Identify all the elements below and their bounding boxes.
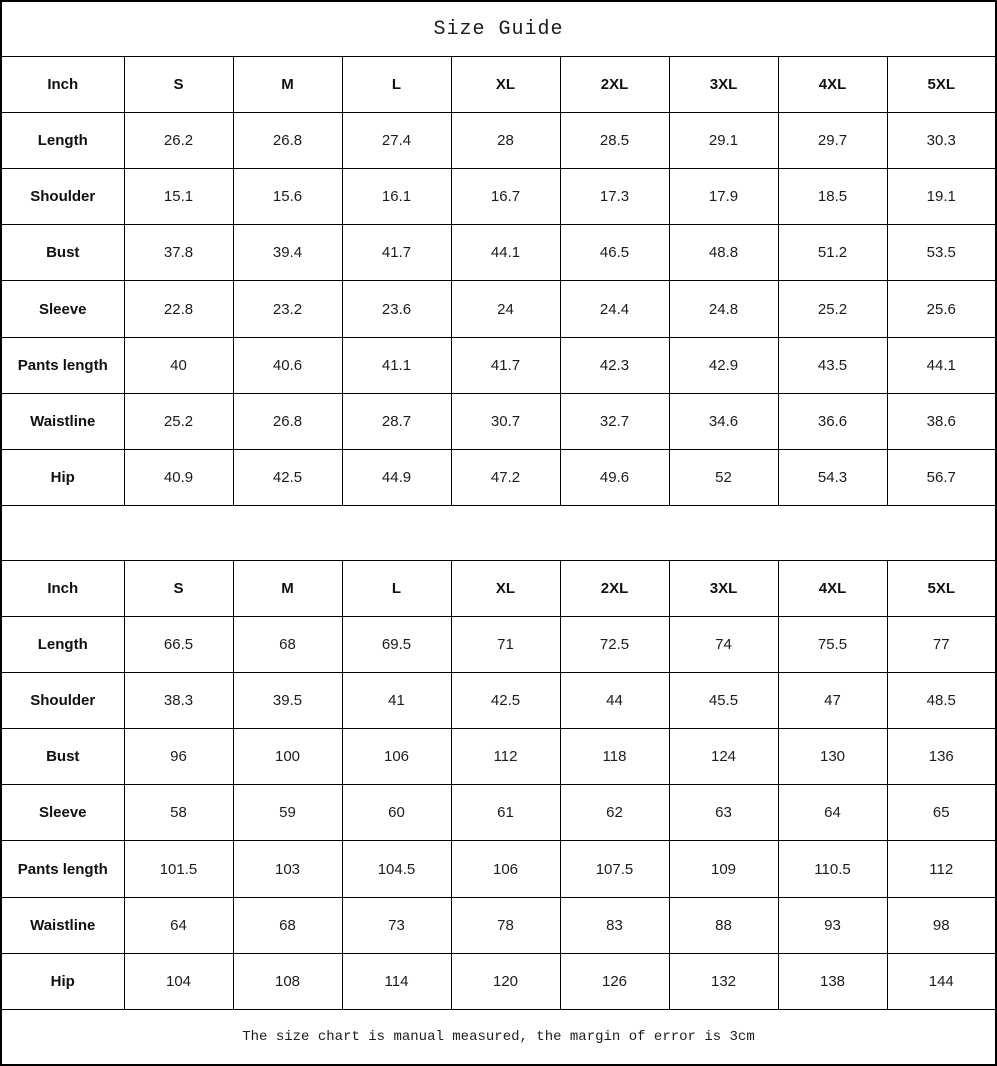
measurement-row <box>1 281 996 337</box>
value-cell: 40 <box>124 337 233 393</box>
size-header-cell: 2XL <box>560 57 669 113</box>
size-table-bottom <box>1 561 996 1010</box>
value-cell: 16.7 <box>451 169 560 225</box>
row-label-cell: Bust <box>1 729 124 785</box>
measurement-row <box>1 449 996 505</box>
row-label-cell: Hip <box>1 953 124 1009</box>
footer-section <box>1 1009 996 1065</box>
measurement-row <box>1 617 996 673</box>
measurement-row <box>1 729 996 785</box>
value-cell: 61 <box>451 785 560 841</box>
table-spacer <box>1 505 996 560</box>
value-cell: 44.9 <box>342 449 451 505</box>
value-cell: 96 <box>124 729 233 785</box>
value-cell: 58 <box>124 785 233 841</box>
size-header-cell: 3XL <box>669 57 778 113</box>
value-cell: 59 <box>233 785 342 841</box>
value-cell: 30.3 <box>887 113 996 169</box>
value-cell: 46.5 <box>560 225 669 281</box>
value-cell: 42.5 <box>233 449 342 505</box>
value-cell: 41.7 <box>342 225 451 281</box>
value-cell: 17.9 <box>669 169 778 225</box>
size-header-row <box>1 57 996 113</box>
size-header-cell: XL <box>451 561 560 617</box>
value-cell: 41.7 <box>451 337 560 393</box>
row-label-cell: Length <box>1 617 124 673</box>
value-cell: 83 <box>560 897 669 953</box>
row-label-cell: Shoulder <box>1 169 124 225</box>
row-label-cell: Sleeve <box>1 281 124 337</box>
value-cell: 48.8 <box>669 225 778 281</box>
value-cell: 44.1 <box>451 225 560 281</box>
value-cell: 40.9 <box>124 449 233 505</box>
value-cell: 104 <box>124 953 233 1009</box>
value-cell: 42.5 <box>451 673 560 729</box>
measurement-row <box>1 897 996 953</box>
value-cell: 103 <box>233 841 342 897</box>
size-header-row <box>1 561 996 617</box>
size-header-cell: S <box>124 57 233 113</box>
size-header-cell: 5XL <box>887 561 996 617</box>
value-cell: 74 <box>669 617 778 673</box>
value-cell: 28 <box>451 113 560 169</box>
measurement-row <box>1 841 996 897</box>
value-cell: 66.5 <box>124 617 233 673</box>
value-cell: 109 <box>669 841 778 897</box>
size-header-cell: L <box>342 57 451 113</box>
value-cell: 108 <box>233 953 342 1009</box>
size-header-cell: M <box>233 57 342 113</box>
value-cell: 30.7 <box>451 393 560 449</box>
value-cell: 26.2 <box>124 113 233 169</box>
row-label-cell: Pants length <box>1 337 124 393</box>
value-cell: 93 <box>778 897 887 953</box>
value-cell: 44 <box>560 673 669 729</box>
value-cell: 64 <box>778 785 887 841</box>
value-cell: 28.7 <box>342 393 451 449</box>
row-label-cell: Bust <box>1 225 124 281</box>
measurement-row <box>1 785 996 841</box>
value-cell: 51.2 <box>778 225 887 281</box>
value-cell: 112 <box>887 841 996 897</box>
value-cell: 62 <box>560 785 669 841</box>
size-header-cell: 4XL <box>778 57 887 113</box>
value-cell: 54.3 <box>778 449 887 505</box>
value-cell: 104.5 <box>342 841 451 897</box>
size-header-cell: S <box>124 561 233 617</box>
unit-header-cell: Inch <box>1 57 124 113</box>
value-cell: 49.6 <box>560 449 669 505</box>
value-cell: 106 <box>451 841 560 897</box>
value-cell: 36.6 <box>778 393 887 449</box>
value-cell: 25.2 <box>778 281 887 337</box>
value-cell: 23.6 <box>342 281 451 337</box>
value-cell: 28.5 <box>560 113 669 169</box>
measurement-row <box>1 169 996 225</box>
value-cell: 45.5 <box>669 673 778 729</box>
value-cell: 37.8 <box>124 225 233 281</box>
value-cell: 100 <box>233 729 342 785</box>
value-cell: 65 <box>887 785 996 841</box>
table-spacer-row <box>1 505 996 560</box>
value-cell: 25.2 <box>124 393 233 449</box>
measurement-row <box>1 953 996 1009</box>
value-cell: 48.5 <box>887 673 996 729</box>
size-header-cell: 5XL <box>887 57 996 113</box>
value-cell: 53.5 <box>887 225 996 281</box>
row-label-cell: Sleeve <box>1 785 124 841</box>
size-header-cell: XL <box>451 57 560 113</box>
value-cell: 39.4 <box>233 225 342 281</box>
value-cell: 144 <box>887 953 996 1009</box>
value-cell: 118 <box>560 729 669 785</box>
value-cell: 47.2 <box>451 449 560 505</box>
value-cell: 68 <box>233 617 342 673</box>
row-label-cell: Waistline <box>1 897 124 953</box>
value-cell: 39.5 <box>233 673 342 729</box>
value-cell: 15.1 <box>124 169 233 225</box>
size-header-cell: L <box>342 561 451 617</box>
value-cell: 77 <box>887 617 996 673</box>
value-cell: 68 <box>233 897 342 953</box>
value-cell: 26.8 <box>233 393 342 449</box>
value-cell: 47 <box>778 673 887 729</box>
value-cell: 34.6 <box>669 393 778 449</box>
value-cell: 40.6 <box>233 337 342 393</box>
value-cell: 19.1 <box>887 169 996 225</box>
value-cell: 18.5 <box>778 169 887 225</box>
value-cell: 24.4 <box>560 281 669 337</box>
value-cell: 69.5 <box>342 617 451 673</box>
value-cell: 15.6 <box>233 169 342 225</box>
value-cell: 78 <box>451 897 560 953</box>
value-cell: 73 <box>342 897 451 953</box>
size-header-cell: 4XL <box>778 561 887 617</box>
value-cell: 106 <box>342 729 451 785</box>
value-cell: 22.8 <box>124 281 233 337</box>
row-label-cell: Length <box>1 113 124 169</box>
value-cell: 75.5 <box>778 617 887 673</box>
value-cell: 23.2 <box>233 281 342 337</box>
size-table-top <box>1 57 996 506</box>
value-cell: 32.7 <box>560 393 669 449</box>
value-cell: 41 <box>342 673 451 729</box>
value-cell: 114 <box>342 953 451 1009</box>
value-cell: 44.1 <box>887 337 996 393</box>
value-cell: 17.3 <box>560 169 669 225</box>
measurement-row <box>1 393 996 449</box>
value-cell: 112 <box>451 729 560 785</box>
value-cell: 64 <box>124 897 233 953</box>
value-cell: 43.5 <box>778 337 887 393</box>
value-cell: 88 <box>669 897 778 953</box>
value-cell: 71 <box>451 617 560 673</box>
value-cell: 130 <box>778 729 887 785</box>
value-cell: 25.6 <box>887 281 996 337</box>
value-cell: 120 <box>451 953 560 1009</box>
value-cell: 110.5 <box>778 841 887 897</box>
value-cell: 41.1 <box>342 337 451 393</box>
value-cell: 72.5 <box>560 617 669 673</box>
row-label-cell: Pants length <box>1 841 124 897</box>
value-cell: 27.4 <box>342 113 451 169</box>
measurement-row <box>1 113 996 169</box>
size-header-cell: 2XL <box>560 561 669 617</box>
value-cell: 132 <box>669 953 778 1009</box>
size-header-cell: M <box>233 561 342 617</box>
value-cell: 63 <box>669 785 778 841</box>
footer-row <box>1 1009 996 1065</box>
value-cell: 126 <box>560 953 669 1009</box>
value-cell: 26.8 <box>233 113 342 169</box>
value-cell: 42.9 <box>669 337 778 393</box>
value-cell: 60 <box>342 785 451 841</box>
row-label-cell: Waistline <box>1 393 124 449</box>
value-cell: 24.8 <box>669 281 778 337</box>
value-cell: 29.1 <box>669 113 778 169</box>
size-header-cell: 3XL <box>669 561 778 617</box>
page-title: Size Guide <box>1 1 996 57</box>
value-cell: 38.6 <box>887 393 996 449</box>
measurement-row <box>1 673 996 729</box>
value-cell: 98 <box>887 897 996 953</box>
value-cell: 136 <box>887 729 996 785</box>
title-row <box>1 1 996 57</box>
value-cell: 107.5 <box>560 841 669 897</box>
value-cell: 24 <box>451 281 560 337</box>
row-label-cell: Shoulder <box>1 673 124 729</box>
value-cell: 38.3 <box>124 673 233 729</box>
measurement-row <box>1 337 996 393</box>
value-cell: 138 <box>778 953 887 1009</box>
footer-note: The size chart is manual measured, the margin of error is 3cm <box>1 1009 996 1065</box>
value-cell: 124 <box>669 729 778 785</box>
value-cell: 101.5 <box>124 841 233 897</box>
value-cell: 52 <box>669 449 778 505</box>
value-cell: 16.1 <box>342 169 451 225</box>
value-cell: 56.7 <box>887 449 996 505</box>
value-cell: 29.7 <box>778 113 887 169</box>
value-cell: 42.3 <box>560 337 669 393</box>
row-label-cell: Hip <box>1 449 124 505</box>
unit-header-cell: Inch <box>1 561 124 617</box>
spacer-section <box>1 505 996 560</box>
measurement-row <box>1 225 996 281</box>
title-section <box>1 1 996 57</box>
